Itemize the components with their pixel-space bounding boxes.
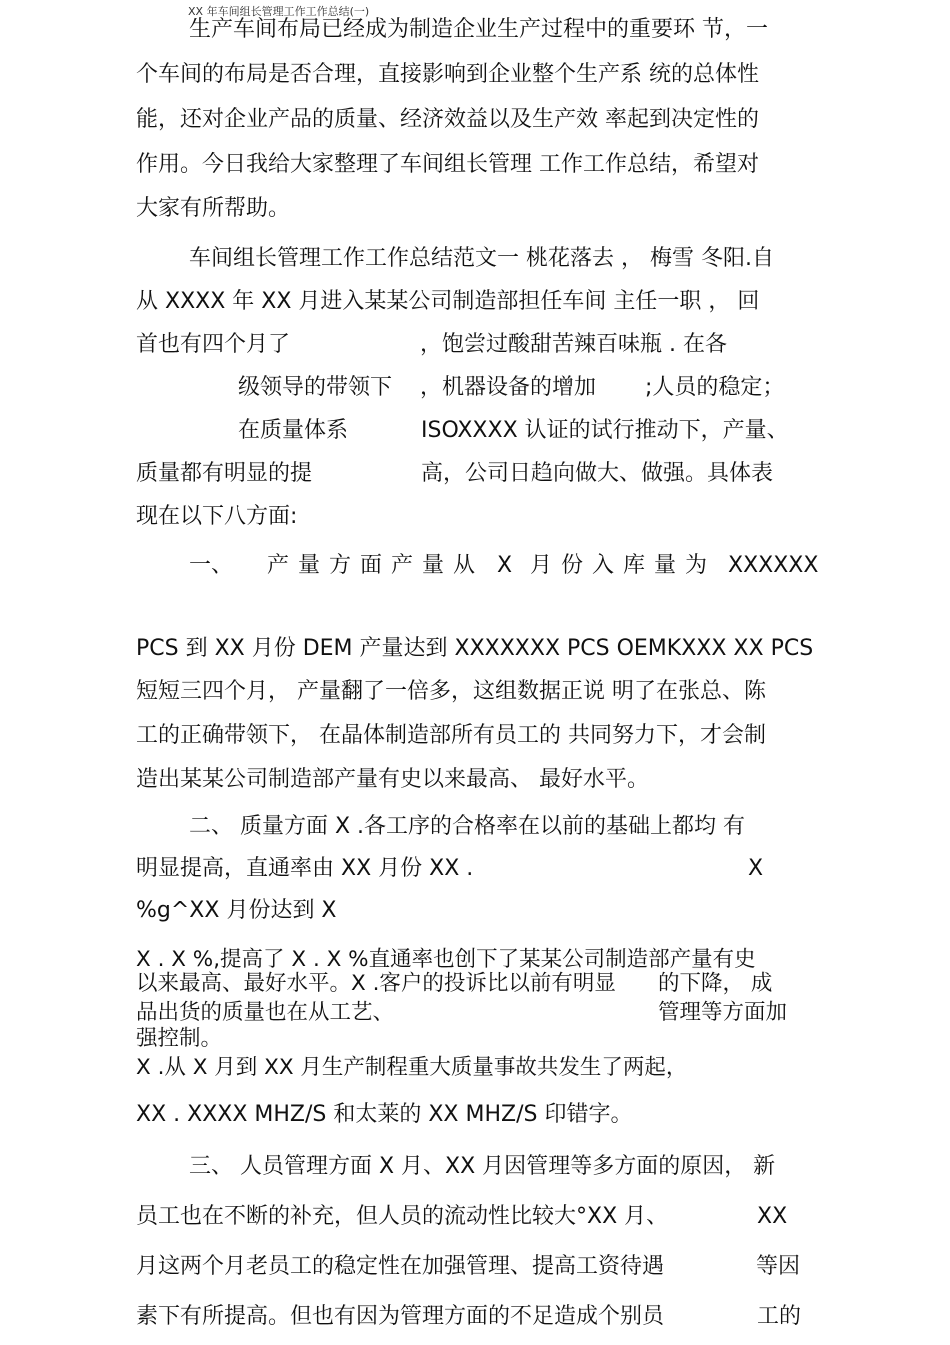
text-segment: 在质量体系 (238, 418, 349, 443)
text-line: 车间组长管理工作工作总结范文一 桃花落去 ， 梅雪 冬阳.自 (189, 246, 774, 271)
text-segment: 管理等方面加 (658, 1000, 788, 1025)
text-line: XX . XXXX MHZ/S 和太莱的 XX MHZ/S 印错字。 (136, 1102, 633, 1127)
text-line: 作用。今日我给大家整理了车间组长管理 工作工作总结，希望对 (136, 152, 759, 177)
text-segment: 级领导的带领下 (238, 375, 393, 400)
text-segment: 员工也在不断的补充，但人员的流动性比较大°XX 月、 (136, 1204, 669, 1229)
text-segment: 工的 (757, 1304, 802, 1329)
text-segment: 月这两个月老员工的稳定性在加强管理、提高工资待遇 (136, 1254, 665, 1279)
text-line: X .从 X 月到 XX 月生产制程重大质量事故共发生了两起， (136, 1055, 688, 1080)
text-segment: 高，公司日趋向做大、做强。具体表 (421, 461, 774, 486)
text-line: 强控制。 (136, 1026, 223, 1051)
text-line: PCS 到 XX 月份 DEM 产量达到 XXXXXXX PCS OEMKXXX XX PCS (136, 636, 814, 661)
text-segment: 首也有四个月了 (136, 332, 291, 357)
text-segment: XXXXXX (728, 553, 819, 578)
text-line: 从 XXXX 年 XX 月进入某某公司制造部担任车间 主任一职 ， 回 (136, 289, 760, 314)
text-segment: 明显提高，直通率由 XX 月份 XX . (136, 856, 474, 881)
page-header: XX 年车间组长管理工作工作总结(一) (188, 5, 370, 18)
text-segment: 等因 (756, 1254, 801, 1279)
text-segment: 质量都有明显的提 (136, 461, 313, 486)
text-segment: 素下有所提高。但也有因为管理方面的不足造成个别员 (136, 1304, 665, 1329)
text-segment: ;人员的稳定； (645, 375, 785, 400)
text-line: 二、 质量方面 X .各工序的合格率在以前的基础上都均 有 (189, 814, 746, 839)
text-line: %g^XX 月份达到 X (136, 898, 337, 923)
text-segment: 品出货的质量也在从工艺、 (136, 1000, 395, 1025)
text-segment: XX (757, 1204, 788, 1229)
text-segment: 月份入库量为 (530, 553, 717, 578)
text-line: 现在以下八方面: (136, 504, 298, 529)
text-line: 三、 人员管理方面 X 月、XX 月因管理等多方面的原因， 新 (189, 1154, 776, 1179)
text-segment: ，机器设备的增加 (420, 375, 597, 400)
text-line: 能，还对企业产品的质量、经济效益以及生产效 率起到决定性的 (136, 107, 759, 132)
text-line: 个车间的布局是否合理，直接影响到企业整个生产系 统的总体性 (136, 62, 759, 87)
text-segment: X (497, 553, 513, 578)
text-line: 工的正确带领下， 在晶体制造部所有员工的 共同努力下，才会制 (136, 723, 766, 748)
text-line: 短短三四个月， 产量翻了一倍多，这组数据正说 明了在张总、陈 (136, 679, 766, 704)
text-segment: 的下降， 成 (658, 971, 773, 996)
text-line: 生产车间布局已经成为制造企业生产过程中的重要环 节，一 (189, 17, 768, 42)
text-segment: 以来最高、最好水平。X .客户的投诉比以前有明显 (136, 971, 616, 996)
text-segment: X (748, 856, 764, 881)
text-segment: 产量方面产量从 (267, 553, 485, 578)
text-segment: ，饱尝过酸甜苦辣百味瓶 . 在各 (420, 332, 727, 357)
section-number: 一、 (189, 553, 234, 578)
text-line: 大家有所帮助。 (136, 196, 291, 221)
text-line: X . X %,提高了 X . X %直通率也创下了某某公司制造部产量有史 (136, 947, 756, 972)
text-line: 造出某某公司制造部产量有史以来最高、 最好水平。 (136, 767, 649, 792)
text-segment: ISOXXXX 认证的试行推动下，产量、 (421, 418, 789, 443)
